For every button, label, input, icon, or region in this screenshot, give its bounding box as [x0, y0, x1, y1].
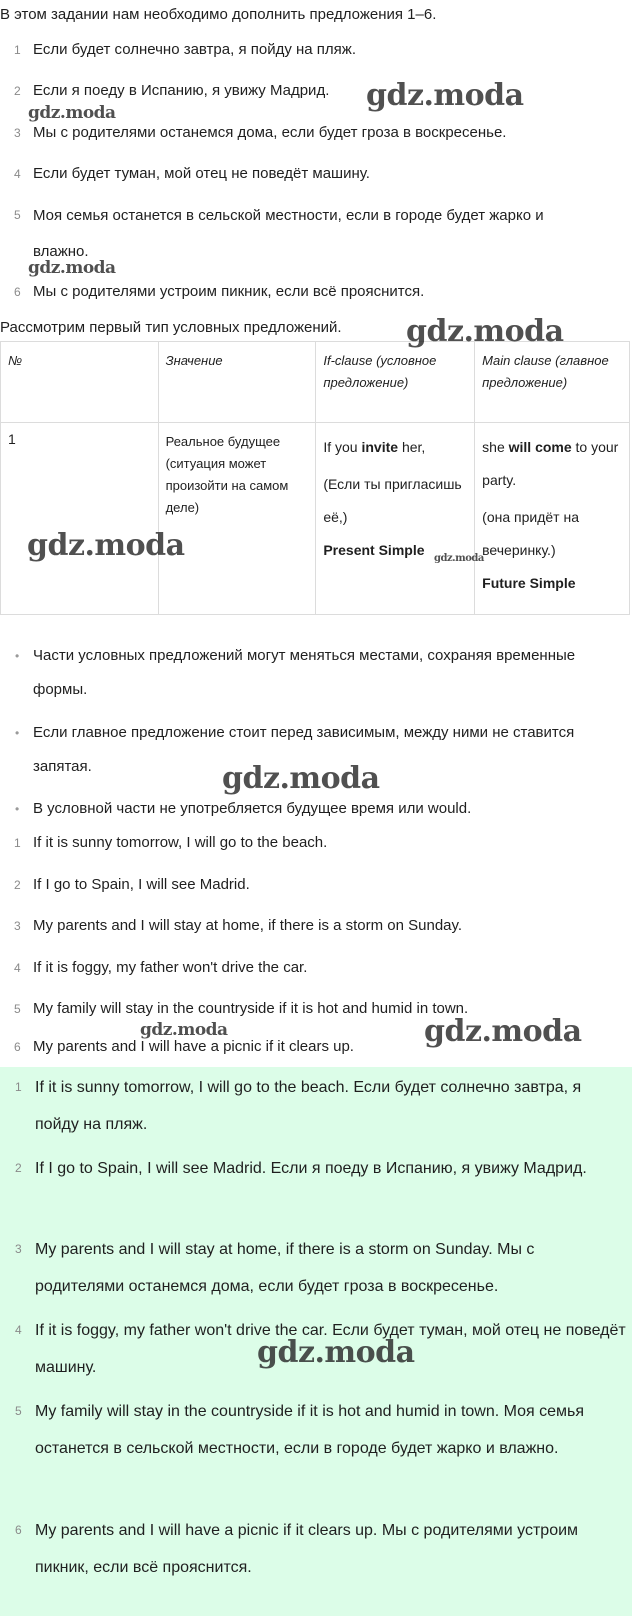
- answer-item: [0, 1231, 628, 1305]
- list-item: [0, 33, 628, 67]
- item-number: 5: [14, 1002, 21, 1016]
- main-translation: (она придёт на вечеринку.): [482, 509, 579, 558]
- item-text: Если я поеду в Испанию, я увижу Мадрид.: [33, 82, 330, 99]
- item-text: Если будет солнечно завтра, я пойду на пляж.: [33, 41, 356, 58]
- item-number: 4: [14, 167, 21, 181]
- answer-item: [0, 1393, 628, 1467]
- answer-item: [0, 1069, 628, 1143]
- item-number: 5: [14, 208, 21, 222]
- answer-text: My parents and I will have a picnic if it clears up. Мы с родителями устроим пикник, если всё прояснится.: [35, 1522, 579, 1576]
- table-cell-num: 1: [1, 423, 159, 615]
- table-header: Main clause (главное предложение): [475, 342, 630, 423]
- watermark: gdz.moda: [424, 1014, 582, 1049]
- item-number: 5: [15, 1404, 22, 1418]
- main-example: she will come to your party.: [482, 439, 619, 488]
- table-cell-if-clause: [316, 423, 475, 615]
- answer-text: If I go to Spain, I will see Madrid. Если я поеду в Испанию, я увижу Мадрид.: [35, 1160, 587, 1177]
- watermark: gdz.moda: [28, 258, 116, 278]
- bullet-text: В условной части не употребляется будущее время или would.: [33, 800, 472, 817]
- item-number: 1: [14, 43, 21, 57]
- main-tense: Future Simple: [482, 575, 576, 591]
- table-header: If-clause (условное предложение): [316, 342, 475, 423]
- item-text: If it is sunny tomorrow, I will go to the beach.: [33, 834, 328, 851]
- item-text: My parents and I will have a picnic if it clears up.: [33, 1038, 354, 1055]
- bullet-item: [0, 792, 600, 826]
- bullet-icon: •: [15, 649, 20, 663]
- list-item: [0, 909, 628, 943]
- item-text: If it is foggy, my father won't drive the car.: [33, 959, 308, 976]
- item-text: Моя семья останется в сельской местности, если в городе будет жарко и влажно.: [33, 207, 544, 260]
- answer-text: My family will stay in the countryside if it is hot and humid in town. Моя семья останется в сельской местности, если в городе будет жарко и влажно.: [35, 1403, 585, 1457]
- list-item: [0, 157, 628, 191]
- table-header-row: [1, 342, 630, 423]
- table-header: Значение: [158, 342, 316, 423]
- item-number: 4: [14, 961, 21, 975]
- item-text: Если будет туман, мой отец не поведёт машину.: [33, 165, 370, 182]
- watermark: gdz.moda: [222, 761, 380, 796]
- bullet-item: [0, 639, 600, 707]
- item-number: 3: [15, 1242, 22, 1256]
- item-number: 2: [14, 84, 21, 98]
- bullet-icon: •: [15, 802, 20, 816]
- table-row: [1, 423, 630, 615]
- item-number: 4: [15, 1323, 22, 1337]
- item-number: 2: [14, 878, 21, 892]
- item-text: My parents and I will stay at home, if there is a storm on Sunday.: [33, 917, 463, 934]
- table-cell-meaning: Реальное будущее (ситуация может произойти на самом деле): [158, 423, 316, 615]
- item-number: 3: [14, 919, 21, 933]
- watermark: gdz.moda: [28, 103, 116, 123]
- watermark: gdz.moda: [366, 78, 524, 113]
- answer-text: My parents and I will stay at home, if there is a storm on Sunday. Мы с родителями останемся дома, если будет гроза в воскресенье.: [35, 1241, 535, 1295]
- watermark: gdz.moda: [140, 1020, 228, 1040]
- table-heading: Рассмотрим первый тип условных предложений.: [0, 319, 342, 336]
- conditional-table: [0, 341, 630, 615]
- list-item: [0, 275, 628, 309]
- item-text: If I go to Spain, I will see Madrid.: [33, 876, 250, 893]
- list-item: [0, 826, 628, 860]
- watermark: gdz.moda: [257, 1335, 415, 1370]
- table-header: №: [1, 342, 159, 423]
- answer-text: If it is foggy, my father won't drive the car. Если будет туман, мой отец не поведёт машину.: [35, 1322, 626, 1376]
- if-translation: (Если ты пригласишь её,): [323, 476, 462, 525]
- item-number: 2: [15, 1161, 22, 1175]
- list-item: [0, 868, 628, 902]
- item-number: 1: [15, 1080, 22, 1094]
- item-number: 6: [14, 1040, 21, 1054]
- bullet-text: Если главное предложение стоит перед зависимым, между ними не ставится запятая.: [33, 724, 575, 775]
- item-text: Мы с родителями останемся дома, если будет гроза в воскресенье.: [33, 124, 507, 141]
- item-number: 6: [15, 1523, 22, 1537]
- item-number: 3: [14, 126, 21, 140]
- if-example: If you invite her,: [323, 439, 426, 455]
- if-tense: Present Simple: [323, 542, 425, 558]
- bullet-icon: •: [15, 726, 20, 740]
- table-cell-main-clause: [475, 423, 630, 615]
- list-item: [0, 951, 628, 985]
- watermark: gdz.moda: [27, 528, 185, 563]
- answer-item: [0, 1150, 628, 1187]
- answer-item: [0, 1512, 628, 1586]
- intro-text: В этом задании нам необходимо дополнить предложения 1–6.: [0, 6, 437, 23]
- item-text: Мы с родителями устроим пикник, если всё прояснится.: [33, 283, 425, 300]
- item-number: 6: [14, 285, 21, 299]
- bullet-text: Части условных предложений могут меняться местами, сохраняя временные формы.: [33, 647, 576, 698]
- watermark: gdz.moda: [406, 314, 564, 349]
- answer-text: If it is sunny tomorrow, I will go to the beach. Если будет солнечно завтра, я пойду на пляж.: [35, 1079, 582, 1133]
- item-text: My family will stay in the countryside if it is hot and humid in town.: [33, 1000, 469, 1017]
- watermark: gdz.moda: [434, 553, 484, 564]
- item-number: 1: [14, 836, 21, 850]
